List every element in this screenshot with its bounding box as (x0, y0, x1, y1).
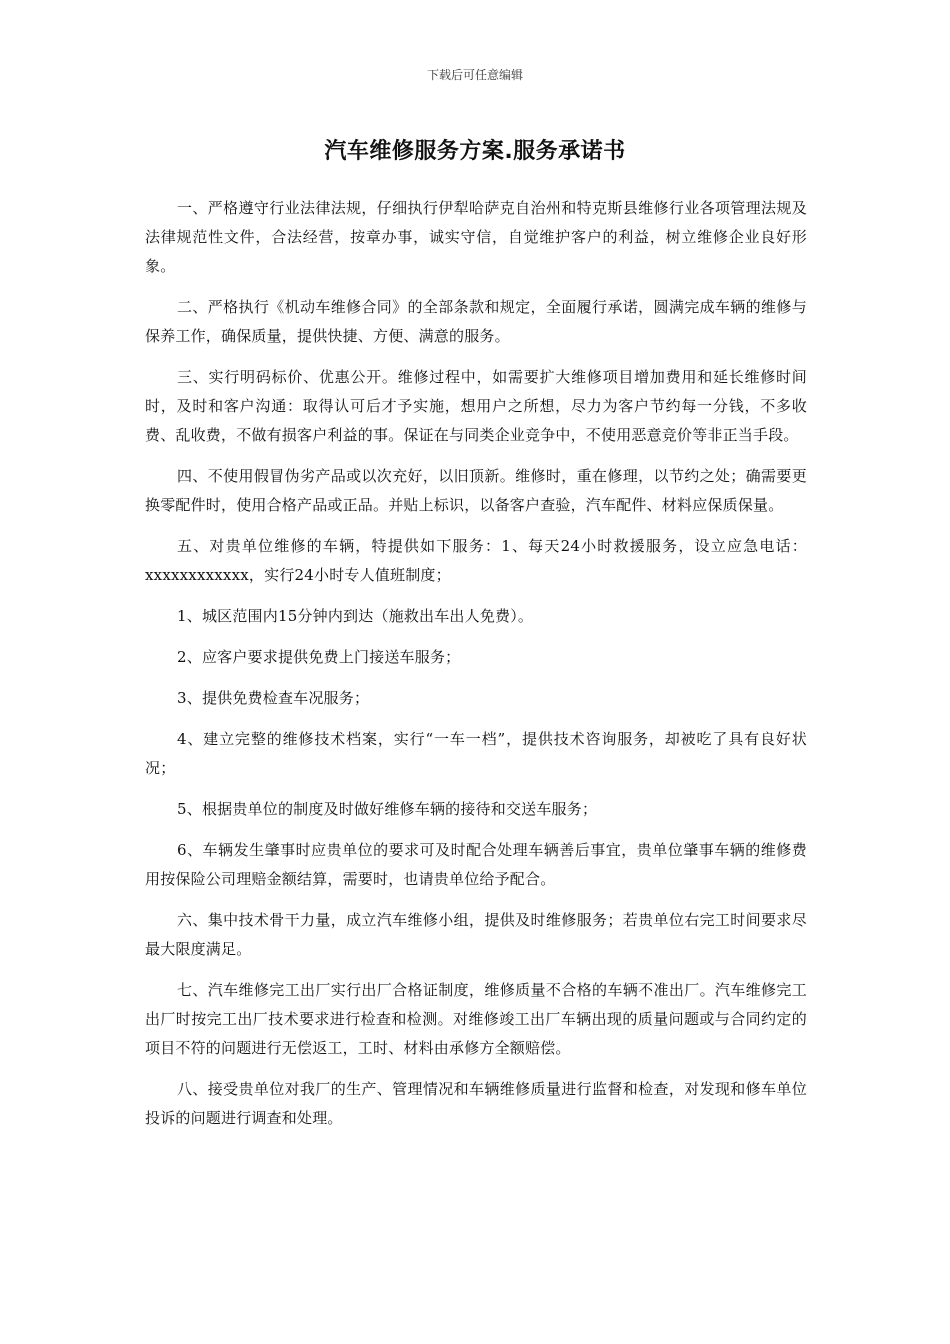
paragraph-5-item-4: 4、建立完整的维修技术档案，实行“一车一档”，提供技术咨询服务，却被吃了具有良好状况； (145, 730, 807, 777)
paragraph-5-item-1: 1、城区范围内15分钟内到达（施救出车出人免费）。 (177, 607, 534, 625)
document-title: 汽车维修服务方案.服务承诺书 (324, 139, 626, 164)
paragraph-6: 六、集中技术骨干力量，成立汽车维修小组，提供及时维修服务；若贵单位右完工时间要求尽最大限度满足。 (145, 911, 807, 958)
paragraph-2: 二、严格执行《机动车维修合同》的全部条款和规定，全面履行承诺，圆满完成车辆的维修与保养工作，确保质量，提供快捷、方便、满意的服务。 (145, 298, 807, 345)
paragraph-7: 七、汽车维修完工出厂实行出厂合格证制度，维修质量不合格的车辆不准出厂。汽车维修完工出厂时按完工出厂技术要求进行检查和检测。对维修竣工出厂车辆出现的质量问题或与合同约定的项目不符的问题进行无偿返工，工时、材料由承修方全额赔偿。 (145, 981, 807, 1057)
paragraph-3: 三、实行明码标价、优惠公开。维修过程中，如需要扩大维修项目增加费用和延长维修时间时，及时和客户沟通：取得认可后才予实施，想用户之所想，尽力为客户节约每一分钱，不多收费、乱收费，不做有损客户利益的事。保证在与同类企业竞争中，不使用恶意竞价等非正当手段。 (145, 368, 807, 444)
paragraph-5-item-6: 6、车辆发生肇事时应贵单位的要求可及时配合处理车辆善后事宜，贵单位肇事车辆的维修费用按保险公司理赔金额结算，需要时，也请贵单位给予配合。 (145, 841, 807, 888)
paragraph-5-item-3: 3、提供免费检查车况服务； (177, 689, 370, 707)
paragraph-5: 五、对贵单位维修的车辆，特提供如下服务：1、每天24小时救援服务，设立应急电话：xxxxxxxxxxxx，实行24小时专人值班制度； (145, 537, 807, 584)
paragraph-5-item-2: 2、应客户要求提供免费上门接送车服务； (177, 648, 461, 666)
header-note: 下载后可任意编辑 (426, 68, 523, 82)
document-body (145, 194, 807, 1145)
paragraph-8: 八、接受贵单位对我厂的生产、管理情况和车辆维修质量进行监督和检查，对发现和修车单位投诉的问题进行调查和处理。 (145, 1080, 807, 1127)
paragraph-1: 一、严格遵守行业法律法规，仔细执行伊犁哈萨克自治州和特克斯县维修行业各项管理法规及法律规范性文件，合法经营，按章办事，诚实守信，自觉维护客户的利益，树立维修企业良好形象。 (145, 199, 807, 275)
paragraph-4: 四、不使用假冒伪劣产品或以次充好，以旧顶新。维修时，重在修理，以节约之处；确需要更换零配件时，使用合格产品或正品。并贴上标识，以备客户查验，汽车配件、材料应保质保量。 (145, 467, 807, 514)
paragraph-5-item-5: 5、根据贵单位的制度及时做好维修车辆的接待和交送车服务； (177, 800, 598, 818)
